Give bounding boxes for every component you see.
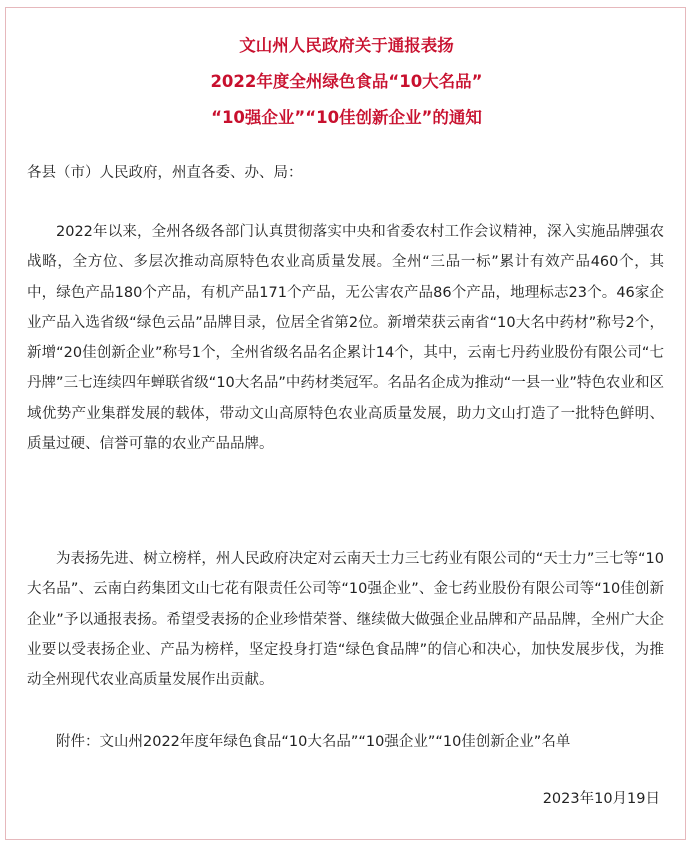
issue-date: 2023年10月19日: [542, 791, 660, 807]
body-paragraph-2: 为表扬先进、树立榜样，州人民政府决定对云南天士力三七药业有限公司的“天士力”三七等“10大名品”、云南白药集团文山七花有限责任公司等“10强企业”、金七药业股份有限公司等“10佳创新企业”予以通报表扬。希望受表扬的企业珍惜荣誉、继续做大做强企业品牌和产品品牌，全州广大企业要以受表扬企业、产品为榜样，坚定投身打造“绿色食品牌”的信心和决心，加快发展步伐，为推动全州现代农业高质量发展作出贡献。: [27, 551, 664, 689]
title-line-3: “10强企业”“10佳创新企业”的通知: [211, 108, 482, 127]
title-line-2: 2022年度全州绿色食品“10大名品”: [210, 72, 483, 91]
attachment-line: 附件：文山州2022年度年绿色食品“10大名品”“10强企业”“10佳创新企业”名单: [56, 734, 571, 750]
title-line-1: 文山州人民政府关于通报表扬: [239, 36, 454, 55]
body-paragraph-1: 2022年以来，全州各级各部门认真贯彻落实中央和省委农村工作会议精神，深入实施品牌强农战略，全方位、多层次推动高原特色农业高质量发展。全州“三品一标”累计有效产品460个，其中，绿色产品180个产品，有机产品171个产品，无公害农产品86个产品，地理标志23个。46家企业产品入选省级“绿色云品”品牌目录，位居全省第2位。新增荣获云南省“10大名中药材”称号2个，新增“20佳创新企业”称号1个，全州省级名品名企累计14个，其中，云南七丹药业股份有限公司“七丹牌”三七连续四年蝉联省级“10大名品”中药材类冠军。名品名企成为推动“一县一业”特色农业和区域优势产业集群发展的载体，带动文山高原特色农业高质量发展，助力文山打造了一批特色鲜明、质量过硬、信誉可靠的农业产品品牌。: [27, 224, 664, 453]
salutation: 各县（市）人民政府，州直各委、办、局：: [27, 165, 303, 181]
